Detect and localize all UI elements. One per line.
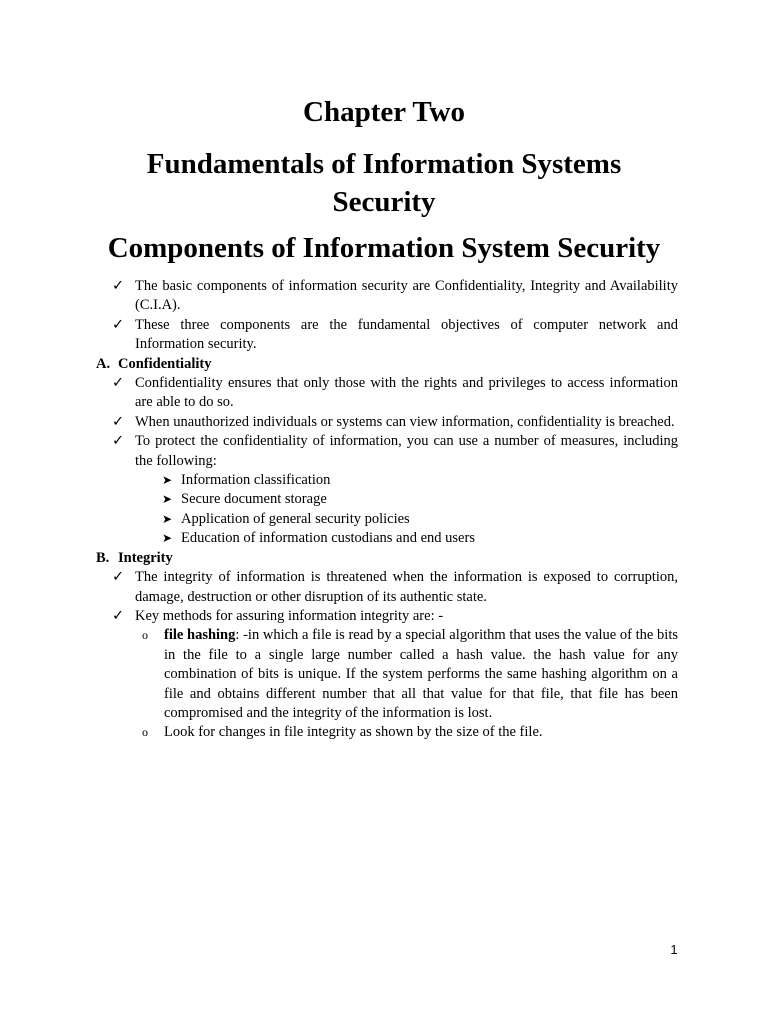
integrity-point: [112, 607, 678, 626]
intro-point: [112, 316, 678, 355]
checkmark-icon: ✓: [112, 375, 125, 392]
section-title: Components of Information System Security: [107, 232, 661, 264]
measure-text: Education of information custodians and end users: [181, 530, 475, 547]
checkmark-icon: ✓: [112, 278, 125, 294]
arrow-bullet-icon: ➤: [162, 511, 173, 526]
circle-bullet-icon: o: [142, 725, 148, 740]
measure-item: [162, 471, 678, 490]
confidentiality-heading: [96, 355, 768, 374]
checkmark-icon: ✓: [112, 569, 125, 586]
checkmark-icon: ✓: [112, 413, 125, 430]
arrow-bullet-icon: ➤: [162, 492, 173, 507]
checkmark-icon: ✓: [112, 433, 125, 450]
section-heading-text: Integrity: [118, 549, 173, 566]
measure-text: Secure document storage: [181, 491, 327, 508]
measure-text: Information classification: [181, 472, 331, 489]
integrity-heading: [96, 549, 768, 568]
circle-bullet-icon: o: [142, 628, 148, 643]
document-body: [0, 277, 768, 743]
integrity-point: [112, 568, 678, 607]
confidentiality-point: [112, 374, 678, 413]
point-text: Key methods for assuring information integrity are: -: [135, 607, 444, 624]
point-text: The integrity of information is threatened when the information is exposed to corruption, damage, destruction or other disruption of its authentic state.: [135, 569, 678, 605]
point-text: When unauthorized individuals or systems can view information, confidentiality is breached.: [135, 413, 675, 430]
arrow-bullet-icon: ➤: [162, 531, 173, 546]
method-text: : -in which a file is read by a special algorithm that uses the value of the bits in the file to a single large number called a hash value. the hash value for any combination of bits is unique. If the system performs the same hashing algorithm on a file and obtains different number that all that value for that file, that file has been compromised and the integrity of the information is lost.: [164, 627, 678, 721]
method-text: Look for changes in file integrity as shown by the size of the file.: [164, 724, 543, 741]
point-text: To protect the confidentiality of information, you can use a number of measures, including the following:: [135, 433, 678, 469]
method-item: [142, 626, 678, 723]
method-term: file hashing: [164, 627, 236, 644]
measure-text: Application of general security policies: [181, 510, 410, 527]
page-number: 1: [670, 942, 678, 957]
section-letter: B.: [96, 549, 110, 566]
confidentiality-point: [112, 432, 678, 471]
intro-point-text: These three components are the fundamental objectives of computer network and Information security.: [135, 316, 678, 353]
intro-point: [112, 277, 678, 316]
intro-point-text: The basic components of information security are Confidentiality, Integrity and Availability (C.I.A).: [135, 278, 678, 314]
measure-item: [162, 510, 678, 529]
point-text: Confidentiality ensures that only those with the rights and privileges to access information are able to do so.: [135, 375, 678, 411]
checkmark-icon: ✓: [112, 607, 125, 624]
chapter-heading: Chapter Two: [303, 96, 465, 128]
confidentiality-point: [112, 413, 678, 432]
method-item: [142, 723, 678, 742]
section-letter: A.: [96, 355, 111, 372]
chapter-title: Fundamentals of Information Systems Security: [146, 148, 622, 218]
measure-item: [162, 490, 678, 509]
measure-item: [162, 529, 678, 548]
checkmark-icon: ✓: [112, 316, 125, 333]
section-heading-text: Confidentiality: [118, 355, 212, 372]
arrow-bullet-icon: ➤: [162, 473, 173, 488]
